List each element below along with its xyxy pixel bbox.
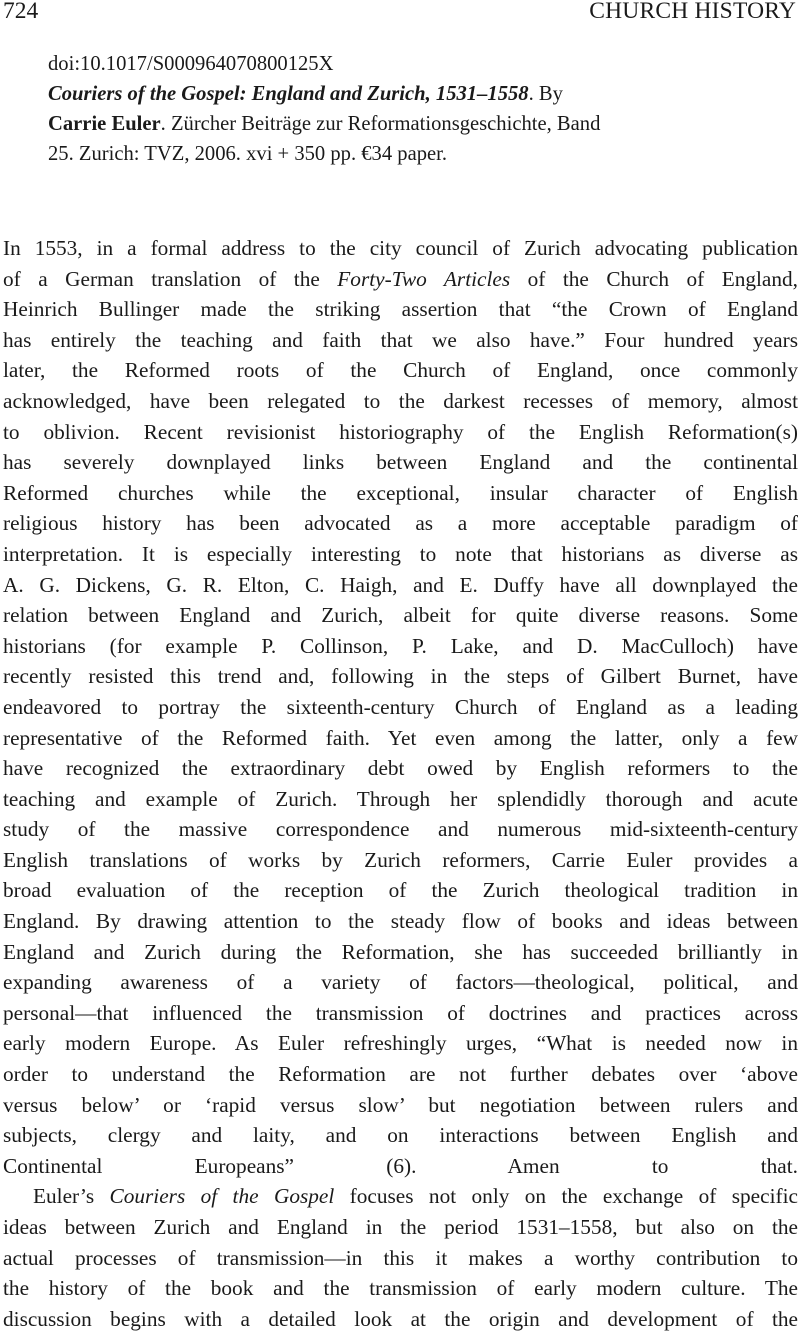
book-author: Carrie Euler <box>48 113 161 135</box>
paragraph-1 <box>3 233 798 1181</box>
body-line: A. G. Dickens, G. R. Elton, C. Haigh, and E. Duffy have all downplayed the <box>3 572 798 597</box>
body-line: has entirely the teaching and faith that we also have.” Four hundred years <box>3 327 798 352</box>
body-line: order to understand the Reformation are not further debates over ‘above <box>3 1062 798 1087</box>
body-line: early modern Europe. As Euler refreshingly urges, “What is needed now in <box>3 1031 798 1056</box>
body-line: Euler’s Couriers of the Gospel focuses not only on the exchange of specific <box>33 1184 798 1209</box>
body-line: endeavored to portray the sixteenth-century Church of England as a leading <box>3 694 798 719</box>
cited-book-title: Couriers of the Gospel <box>109 1184 335 1209</box>
body-line: expanding awareness of a variety of factors—theological, political, and <box>3 970 798 995</box>
body-line: acknowledged, have been relegated to the darkest recesses of memory, almost <box>3 388 798 413</box>
body-line: religious history has been advocated as a more acceptable paradigm of <box>3 511 798 536</box>
body-line: later, the Reformed roots of the Church of England, once commonly <box>3 358 798 383</box>
body-line: interpretation. It is especially interesting to note that historians as diverse as <box>3 541 798 566</box>
cited-work-title: Forty-Two Articles <box>337 266 511 291</box>
review-body <box>3 233 798 1334</box>
body-line: personal—that influenced the transmission of doctrines and practices across <box>3 1000 798 1025</box>
body-line: historians (for example P. Collinson, P. Lake, and D. MacCulloch) have <box>3 633 798 658</box>
paragraph-2 <box>3 1181 798 1334</box>
body-line: representative of the Reformed faith. Yet even among the latter, only a few <box>3 725 798 750</box>
body-line: English translations of works by Zurich reformers, Carrie Euler provides a <box>3 847 798 872</box>
body-line: subjects, clergy and laity, and on interactions between English and <box>3 1123 798 1148</box>
body-line: to oblivion. Recent revisionist historiography of the English Reformation(s) <box>3 419 798 444</box>
doi-line: doi:10.1017/S000964070800125X <box>48 53 334 75</box>
author-line <box>48 109 788 139</box>
body-line: of a German translation of the Forty-Two Articles of the Church of England, <box>3 266 798 291</box>
body-line: versus below’ or ‘rapid versus slow’ but negotiation between rulers and <box>3 1092 798 1117</box>
body-line: ideas between Zurich and England in the period 1531–1558, but also on the <box>3 1215 798 1239</box>
body-line: broad evaluation of the reception of the Zurich theological tradition in <box>3 878 798 903</box>
running-head <box>3 0 796 30</box>
publication-details-1: . Zürcher Beiträge zur Reformationsgeschichte, Band <box>160 113 601 135</box>
body-line: relation between England and Zurich, albeit for quite diverse reasons. Some <box>3 603 798 628</box>
journal-running-title: CHURCH HISTORY <box>589 0 796 24</box>
review-citation <box>48 49 788 169</box>
body-line: Reformed churches while the exceptional, insular character of English <box>3 480 798 505</box>
body-line: the history of the book and the transmission of early modern culture. The <box>3 1276 798 1301</box>
body-line: study of the massive correspondence and numerous mid-sixteenth-century <box>3 817 798 842</box>
by-text: . By <box>528 83 563 105</box>
body-line: actual processes of transmission—in this it makes a worthy contribution to <box>3 1245 798 1270</box>
body-line: Heinrich Bullinger made the striking assertion that “the Crown of England <box>3 297 798 322</box>
body-line: teaching and example of Zurich. Through her splendidly thorough and acute <box>3 786 798 811</box>
title-line <box>48 79 788 109</box>
body-line: England. By drawing attention to the steady flow of books and ideas between <box>3 909 798 934</box>
body-line: In 1553, in a formal address to the city council of Zurich advocating publication <box>3 236 798 260</box>
body-line: Continental Europeans” (6). Amen to that. <box>3 1153 798 1178</box>
page-number: 724 <box>3 0 39 24</box>
body-line: England and Zurich during the Reformation, she has succeeded brilliantly in <box>3 939 798 964</box>
body-line: have recognized the extraordinary debt owed by English reformers to the <box>3 756 798 781</box>
body-line: discussion begins with a detailed look at the origin and development of the <box>3 1306 798 1331</box>
body-line: has severely downplayed links between England and the continental <box>3 450 798 475</box>
publication-details-2: 25. Zurich: TVZ, 2006. xvi + 350 pp. €34 paper. <box>48 143 448 165</box>
body-line: recently resisted this trend and, following in the steps of Gilbert Burnet, have <box>3 664 798 689</box>
book-title: Couriers of the Gospel: England and Zurich, 1531–1558 <box>48 83 529 105</box>
